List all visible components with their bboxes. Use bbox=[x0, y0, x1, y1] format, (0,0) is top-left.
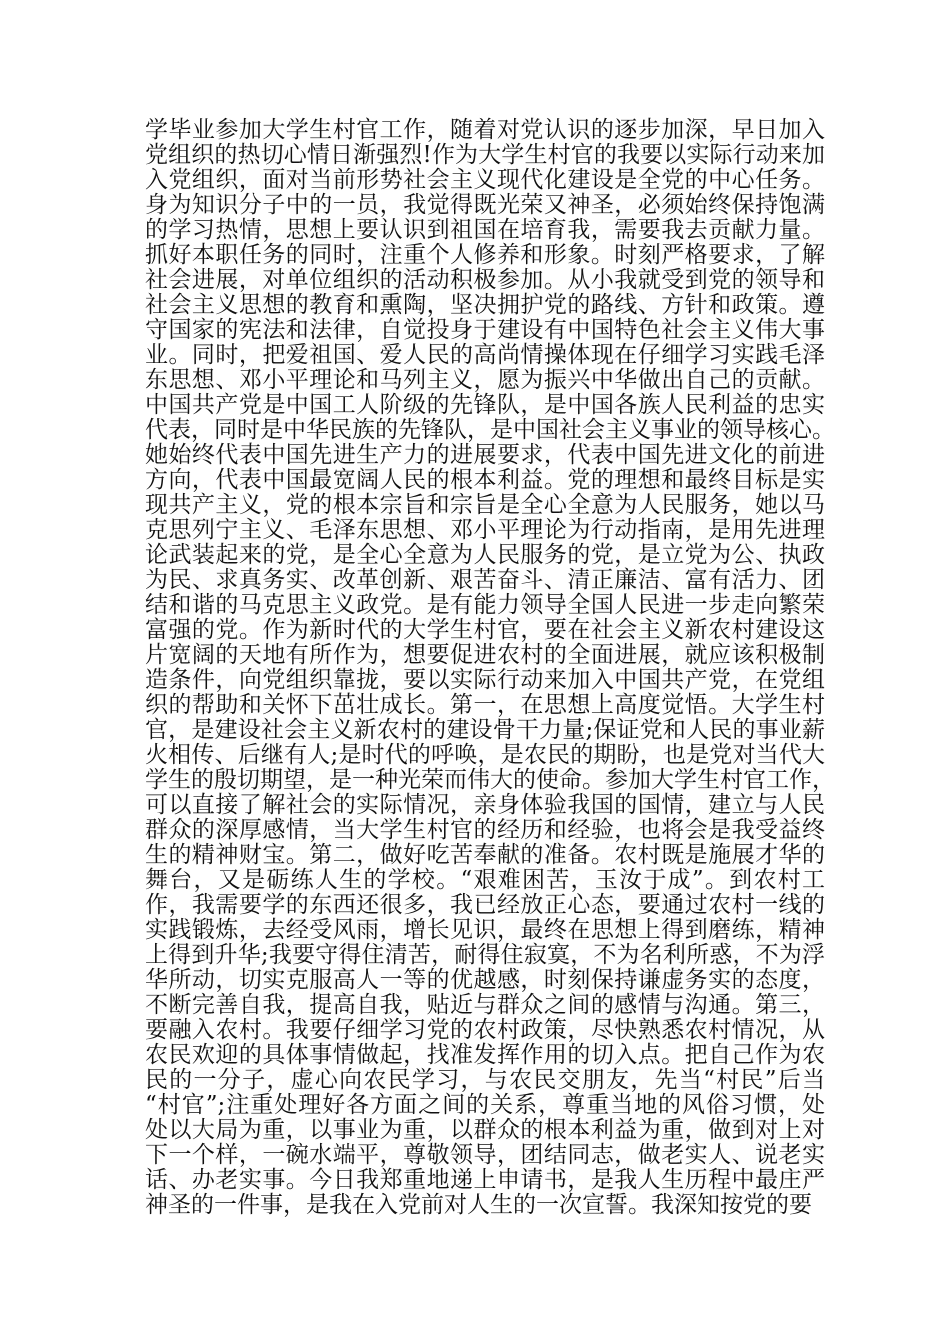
text-line: 富强的党。作为新时代的大学生村官，要在社会主义新农村建设这 bbox=[145, 617, 825, 643]
text-line: 生的精神财宝。第二，做好吃苦奉献的准备。农村既是施展才华的 bbox=[145, 842, 825, 868]
text-line: 方向，代表中国最宽阔人民的根本利益。党的理想和最终目标是实 bbox=[145, 467, 825, 493]
text-line: 群众的深厚感情，当大学生村官的经历和经验，也将会是我受益终 bbox=[145, 817, 825, 843]
text-line: 舞台，又是砺练人生的学校。“艰难困苦，玉汝于成”。到农村工 bbox=[145, 867, 825, 893]
text-line: 民的一分子，虚心向农民学习，与农民交朋友，先当“村民”后当 bbox=[145, 1067, 825, 1093]
text-line: 的学习热情，思想上要认识到祖国在培育我，需要我去贡献力量。 bbox=[145, 217, 825, 243]
text-line: 处以大局为重，以事业为重，以群众的根本利益为重，做到对上对 bbox=[145, 1117, 825, 1143]
text-line: 入党组织，面对当前形势社会主义现代化建设是全党的中心任务。 bbox=[145, 167, 825, 193]
text-line: 论武装起来的党，是全心全意为人民服务的党，是立党为公、执政 bbox=[145, 542, 825, 568]
text-line: 可以直接了解社会的实际情况，亲身体验我国的国情，建立与人民 bbox=[145, 792, 825, 818]
text-line: 身为知识分子中的一员，我觉得既光荣又神圣，必须始终保持饱满 bbox=[145, 192, 825, 218]
text-line: 实践锻炼，去经受风雨，增长见识，最终在思想上得到磨练，精神 bbox=[145, 917, 825, 943]
text-line: 现共产主义，党的根本宗旨和宗旨是全心全意为人民服务，她以马 bbox=[145, 492, 825, 518]
text-line: 华所动，切实克服高人一等的优越感，时刻保持谦虚务实的态度， bbox=[145, 967, 825, 993]
text-line: 话、办老实事。今日我郑重地递上申请书，是我人生历程中最庄严 bbox=[145, 1167, 825, 1193]
text-line: 东思想、邓小平理论和马列主义，愿为振兴中华做出自己的贡献。 bbox=[145, 367, 825, 393]
text-line: 中国共产党是中国工人阶级的先锋队，是中国各族人民利益的忠实 bbox=[145, 392, 825, 418]
text-line: 社会主义思想的教育和熏陶，坚决拥护党的路线、方针和政策。遵 bbox=[145, 292, 825, 318]
text-line: 社会进展，对单位组织的活动积极参加。从小我就受到党的领导和 bbox=[145, 267, 825, 293]
text-line: 学毕业参加大学生村官工作，随着对党认识的逐步加深，早日加入 bbox=[145, 117, 825, 143]
text-line: 党组织的热切心情日渐强烈!作为大学生村官的我要以实际行动来加 bbox=[145, 142, 825, 168]
text-line: 织的帮助和关怀下茁壮成长。第一，在思想上高度觉悟。大学生村 bbox=[145, 692, 825, 718]
text-line: “村官”;注重处理好各方面之间的关系，尊重当地的风俗习惯，处 bbox=[145, 1092, 825, 1118]
text-line: 代表，同时是中华民族的先锋队，是中国社会主义事业的领导核心。 bbox=[145, 417, 835, 443]
text-line: 官，是建设社会主义新农村的建设骨干力量;保证党和人民的事业薪 bbox=[145, 717, 825, 743]
text-line: 火相传、后继有人;是时代的呼唤，是农民的期盼，也是党对当代大 bbox=[145, 742, 825, 768]
body-text bbox=[145, 117, 835, 1218]
text-line: 不断完善自我，提高自我，贴近与群众之间的感情与沟通。第三， bbox=[145, 992, 825, 1018]
text-line: 她始终代表中国先进生产力的进展要求，代表中国先进文化的前进 bbox=[145, 442, 825, 468]
text-line: 神圣的一件事，是我在入党前对人生的一次宣誓。我深知按党的要 bbox=[145, 1192, 812, 1218]
text-line: 为民、求真务实、改革创新、艰苦奋斗、清正廉洁、富有活力、团 bbox=[145, 567, 825, 593]
text-line: 造条件，向党组织靠拢，要以实际行动来加入中国共产党，在党组 bbox=[145, 667, 825, 693]
text-line: 业。同时，把爱祖国、爱人民的高尚情操体现在仔细学习实践毛泽 bbox=[145, 342, 825, 368]
text-line: 学生的殷切期望，是一种光荣而伟大的使命。参加大学生村官工作， bbox=[145, 767, 835, 793]
text-line: 作，我需要学的东西还很多，我已经放正心态，要通过农村一线的 bbox=[145, 892, 825, 918]
text-line: 上得到升华;我要守得住清苦，耐得住寂寞，不为名利所惑，不为浮 bbox=[145, 942, 825, 968]
text-line: 要融入农村。我要仔细学习党的农村政策，尽快熟悉农村情况，从 bbox=[145, 1017, 825, 1043]
text-line: 克思列宁主义、毛泽东思想、邓小平理论为行动指南，是用先进理 bbox=[145, 517, 825, 543]
text-line: 抓好本职任务的同时，注重个人修养和形象。时刻严格要求，了解 bbox=[145, 242, 825, 268]
text-line: 农民欢迎的具体事情做起，找准发挥作用的切入点。把自己作为农 bbox=[145, 1042, 825, 1068]
text-line: 下一个样，一碗水端平，尊敬领导，团结同志，做老实人、说老实 bbox=[145, 1142, 825, 1168]
text-line: 结和谐的马克思主义政党。是有能力领导全国人民进一步走向繁荣 bbox=[145, 592, 825, 618]
text-line: 守国家的宪法和法律，自觉投身于建设有中国特色社会主义伟大事 bbox=[145, 317, 825, 343]
text-line: 片宽阔的天地有所作为，想要促进农村的全面进展，就应该积极制 bbox=[145, 642, 825, 668]
